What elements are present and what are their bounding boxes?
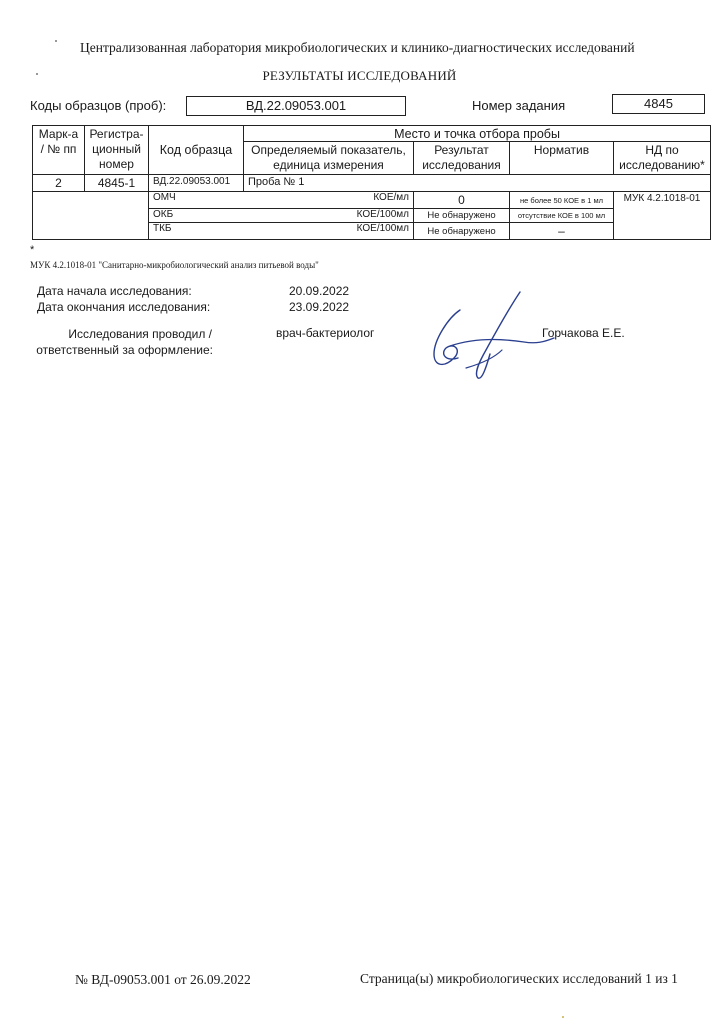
sample-code: ВД.22.09053.001 xyxy=(149,175,244,192)
header-place: Место и точка отбора пробы xyxy=(244,126,711,142)
table-row xyxy=(33,192,711,209)
indicator-cell xyxy=(149,223,414,240)
lab-name: Централизованная лаборатория микробиологических и клинико-диагностических исследований xyxy=(80,40,635,55)
header-sample-code: Код образца xyxy=(149,126,244,175)
scan-speck xyxy=(36,73,38,75)
header-mark: Марк-а / № пп xyxy=(33,126,85,175)
indicator-unit: КОЕ/100мл xyxy=(356,209,409,220)
sample-reg-number: 4845-1 xyxy=(85,175,149,192)
order-number-value: 4845 xyxy=(612,94,705,114)
header-norm: Норматив xyxy=(510,142,614,175)
blank-cell xyxy=(33,192,149,240)
responsible-label-line1: Исследования проводил / xyxy=(68,327,212,341)
end-date-label: Дата окончания исследования: xyxy=(37,300,211,314)
footnote-marker: * xyxy=(30,244,35,256)
responsible-position: врач-бактериолог xyxy=(276,326,375,340)
norm-value: не более 50 КОЕ в 1 мл xyxy=(510,192,614,209)
sample-mark: 2 xyxy=(33,175,85,192)
document-title: РЕЗУЛЬТАТЫ ИССЛЕДОВАНИЙ xyxy=(262,68,457,83)
start-date-value: 20.09.2022 xyxy=(289,284,350,298)
indicator-unit: КОЕ/100мл xyxy=(356,223,409,234)
result-value: Не обнаружено xyxy=(414,223,510,240)
sample-codes-value: ВД.22.09053.001 xyxy=(186,96,406,116)
result-value: Не обнаружено xyxy=(414,209,510,223)
header-result: Результат исследования xyxy=(414,142,510,175)
order-number-label: Номер задания xyxy=(472,98,566,113)
result-value: 0 xyxy=(414,192,510,209)
sample-row xyxy=(33,175,711,192)
header-nd: НД по исследованию* xyxy=(614,142,711,175)
table-header-row xyxy=(33,126,711,142)
handwritten-signature xyxy=(420,288,560,384)
header-reg-number: Регистра-ционный номер xyxy=(85,126,149,175)
norm-value: отсутствие КОЕ в 100 мл xyxy=(510,209,614,223)
start-date-label: Дата начала исследования: xyxy=(37,284,192,298)
scan-speck xyxy=(55,40,57,42)
sample-place: Проба № 1 xyxy=(244,175,711,192)
scan-speck xyxy=(562,1016,564,1018)
results-table xyxy=(32,125,711,240)
indicator-name: ОМЧ xyxy=(153,192,176,203)
responsible-name: Горчакова Е.Е. xyxy=(542,326,625,340)
indicator-cell xyxy=(149,192,414,209)
indicator-unit: КОЕ/мл xyxy=(373,192,409,203)
header-indicator: Определяемый показатель, единица измерения xyxy=(244,142,414,175)
footnote-text: МУК 4.2.1018-01 "Санитарно-микробиологический анализ питьевой воды" xyxy=(30,260,319,270)
sample-codes-label: Коды образцов (проб): xyxy=(30,98,167,113)
indicator-name: ТКБ xyxy=(153,223,172,234)
page-counter: Страница(ы) микробиологических исследований 1 из 1 xyxy=(360,971,678,986)
end-date-value: 23.09.2022 xyxy=(289,300,350,314)
document-number: № ВД-09053.001 от 26.09.2022 xyxy=(75,972,251,987)
indicator-name: ОКБ xyxy=(153,209,174,220)
responsible-label-line2: ответственный за оформление: xyxy=(36,343,213,357)
norm-value: – xyxy=(510,223,614,240)
indicator-cell xyxy=(149,209,414,223)
nd-value: МУК 4.2.1018-01 xyxy=(614,192,711,240)
